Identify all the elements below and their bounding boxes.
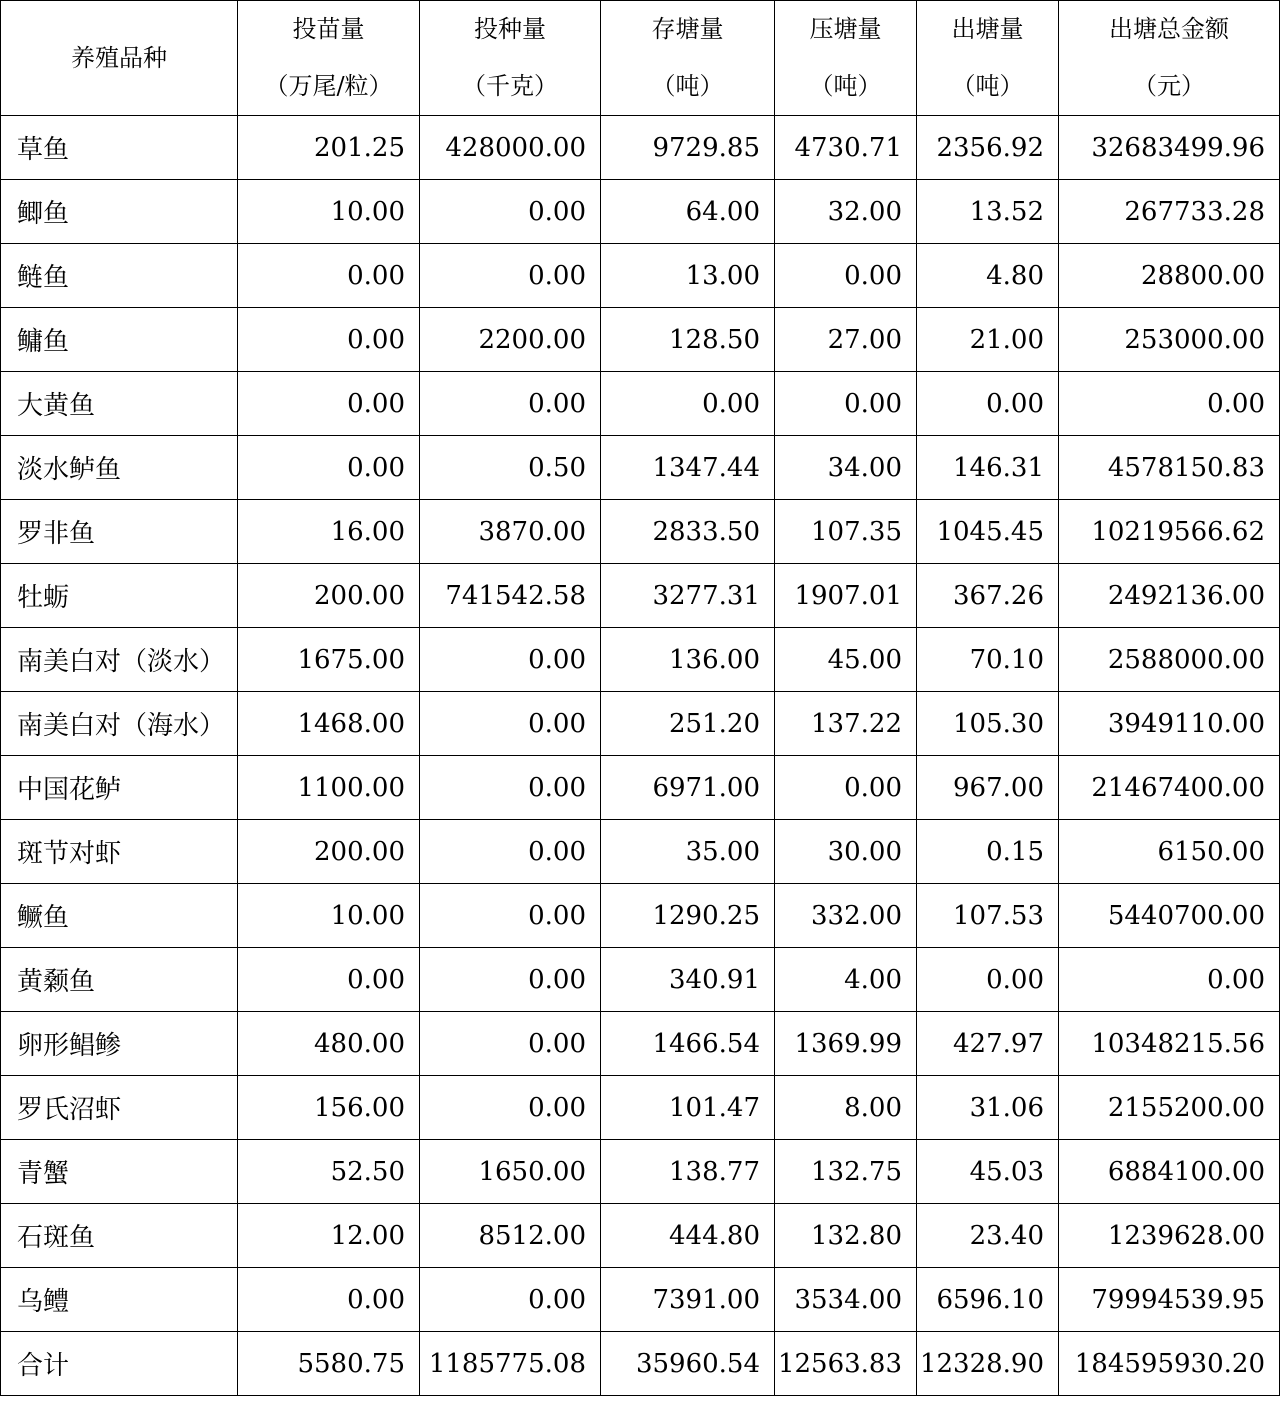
cell-stock: 3277.31 [601, 564, 775, 628]
cell-harvest: 367.26 [917, 564, 1059, 628]
cell-fry-count: 0.00 [238, 308, 420, 372]
cell-species: 斑节对虾 [1, 820, 238, 884]
cell-held-stock: 332.00 [775, 884, 917, 948]
cell-seed-weight: 0.00 [420, 244, 601, 308]
cell-harvest-amount: 10219566.62 [1059, 500, 1280, 564]
cell-harvest-amount: 3949110.00 [1059, 692, 1280, 756]
cell-species: 罗非鱼 [1, 500, 238, 564]
cell-held-stock: 12563.83 [775, 1332, 917, 1396]
table-row [1, 1204, 1280, 1268]
cell-stock: 2833.50 [601, 500, 775, 564]
cell-fry-count: 200.00 [238, 564, 420, 628]
cell-seed-weight: 0.00 [420, 948, 601, 1012]
cell-harvest-amount: 10348215.56 [1059, 1012, 1280, 1076]
cell-harvest: 70.10 [917, 628, 1059, 692]
cell-fry-count: 12.00 [238, 1204, 420, 1268]
table-row [1, 308, 1280, 372]
cell-fry-count: 0.00 [238, 436, 420, 500]
table-row [1, 1012, 1280, 1076]
cell-stock: 340.91 [601, 948, 775, 1012]
header-species: 养殖品种 [1, 1, 238, 116]
cell-harvest-amount: 2155200.00 [1059, 1076, 1280, 1140]
cell-harvest-amount: 32683499.96 [1059, 116, 1280, 180]
cell-held-stock: 0.00 [775, 372, 917, 436]
cell-held-stock: 1907.01 [775, 564, 917, 628]
cell-held-stock: 27.00 [775, 308, 917, 372]
cell-species: 青蟹 [1, 1140, 238, 1204]
cell-fry-count: 52.50 [238, 1140, 420, 1204]
header-harvest-amount: 出塘总金额 （元） [1059, 1, 1280, 116]
cell-stock: 13.00 [601, 244, 775, 308]
header-row [1, 1, 1280, 116]
table-row [1, 116, 1280, 180]
cell-harvest: 4.80 [917, 244, 1059, 308]
cell-stock: 64.00 [601, 180, 775, 244]
cell-held-stock: 132.75 [775, 1140, 917, 1204]
cell-harvest: 0.00 [917, 372, 1059, 436]
cell-harvest-amount: 0.00 [1059, 948, 1280, 1012]
cell-stock: 0.00 [601, 372, 775, 436]
cell-harvest: 105.30 [917, 692, 1059, 756]
cell-harvest-amount: 267733.28 [1059, 180, 1280, 244]
cell-harvest: 13.52 [917, 180, 1059, 244]
cell-harvest: 45.03 [917, 1140, 1059, 1204]
cell-held-stock: 1369.99 [775, 1012, 917, 1076]
cell-fry-count: 5580.75 [238, 1332, 420, 1396]
cell-fry-count: 201.25 [238, 116, 420, 180]
table-row [1, 1076, 1280, 1140]
cell-fry-count: 0.00 [238, 1268, 420, 1332]
table-row [1, 436, 1280, 500]
cell-harvest-amount: 2588000.00 [1059, 628, 1280, 692]
cell-seed-weight: 741542.58 [420, 564, 601, 628]
cell-stock: 35.00 [601, 820, 775, 884]
cell-held-stock: 32.00 [775, 180, 917, 244]
cell-fry-count: 200.00 [238, 820, 420, 884]
cell-stock: 35960.54 [601, 1332, 775, 1396]
table-row [1, 820, 1280, 884]
cell-seed-weight: 0.00 [420, 820, 601, 884]
cell-seed-weight: 3870.00 [420, 500, 601, 564]
cell-seed-weight: 0.00 [420, 884, 601, 948]
cell-seed-weight: 0.00 [420, 180, 601, 244]
cell-fry-count: 480.00 [238, 1012, 420, 1076]
table-row [1, 244, 1280, 308]
cell-fry-count: 10.00 [238, 884, 420, 948]
cell-fry-count: 0.00 [238, 372, 420, 436]
cell-harvest: 427.97 [917, 1012, 1059, 1076]
cell-harvest-amount: 2492136.00 [1059, 564, 1280, 628]
cell-seed-weight: 0.00 [420, 372, 601, 436]
cell-species: 罗氏沼虾 [1, 1076, 238, 1140]
cell-fry-count: 0.00 [238, 948, 420, 1012]
cell-held-stock: 0.00 [775, 756, 917, 820]
cell-species: 鳜鱼 [1, 884, 238, 948]
cell-seed-weight: 428000.00 [420, 116, 601, 180]
cell-harvest: 21.00 [917, 308, 1059, 372]
cell-harvest-amount: 6150.00 [1059, 820, 1280, 884]
header-held-stock: 压塘量 （吨） [775, 1, 917, 116]
cell-seed-weight: 2200.00 [420, 308, 601, 372]
table-body [1, 116, 1280, 1396]
table-row [1, 564, 1280, 628]
cell-harvest: 6596.10 [917, 1268, 1059, 1332]
table-row [1, 372, 1280, 436]
table-row [1, 756, 1280, 820]
cell-seed-weight: 1650.00 [420, 1140, 601, 1204]
cell-harvest: 23.40 [917, 1204, 1059, 1268]
cell-fry-count: 1468.00 [238, 692, 420, 756]
cell-harvest: 2356.92 [917, 116, 1059, 180]
cell-harvest: 31.06 [917, 1076, 1059, 1140]
cell-species: 黄颡鱼 [1, 948, 238, 1012]
cell-harvest-amount: 0.00 [1059, 372, 1280, 436]
cell-seed-weight: 0.00 [420, 692, 601, 756]
cell-stock: 1290.25 [601, 884, 775, 948]
cell-seed-weight: 8512.00 [420, 1204, 601, 1268]
cell-seed-weight: 0.00 [420, 1012, 601, 1076]
table-row [1, 500, 1280, 564]
cell-stock: 128.50 [601, 308, 775, 372]
header-harvest: 出塘量 （吨） [917, 1, 1059, 116]
cell-harvest-amount: 28800.00 [1059, 244, 1280, 308]
cell-species: 牡蛎 [1, 564, 238, 628]
cell-stock: 101.47 [601, 1076, 775, 1140]
cell-species: 草鱼 [1, 116, 238, 180]
cell-species: 南美白对（海水） [1, 692, 238, 756]
cell-harvest: 0.15 [917, 820, 1059, 884]
cell-seed-weight: 0.00 [420, 628, 601, 692]
cell-species: 鳙鱼 [1, 308, 238, 372]
table-row [1, 180, 1280, 244]
cell-stock: 1347.44 [601, 436, 775, 500]
cell-held-stock: 0.00 [775, 244, 917, 308]
cell-seed-weight: 0.50 [420, 436, 601, 500]
cell-stock: 444.80 [601, 1204, 775, 1268]
cell-seed-weight: 1185775.08 [420, 1332, 601, 1396]
cell-stock: 6971.00 [601, 756, 775, 820]
cell-stock: 136.00 [601, 628, 775, 692]
header-fry-count: 投苗量 （万尾/粒） [238, 1, 420, 116]
cell-held-stock: 3534.00 [775, 1268, 917, 1332]
cell-held-stock: 4730.71 [775, 116, 917, 180]
cell-fry-count: 1100.00 [238, 756, 420, 820]
cell-harvest-amount: 79994539.95 [1059, 1268, 1280, 1332]
cell-held-stock: 137.22 [775, 692, 917, 756]
cell-harvest: 0.00 [917, 948, 1059, 1012]
cell-seed-weight: 0.00 [420, 756, 601, 820]
header-seed-weight: 投种量 （千克） [420, 1, 601, 116]
cell-fry-count: 156.00 [238, 1076, 420, 1140]
total-row [1, 1332, 1280, 1396]
cell-species: 乌鳢 [1, 1268, 238, 1332]
cell-harvest-amount: 5440700.00 [1059, 884, 1280, 948]
table-row [1, 948, 1280, 1012]
table-row [1, 884, 1280, 948]
cell-stock: 251.20 [601, 692, 775, 756]
cell-harvest: 967.00 [917, 756, 1059, 820]
cell-species: 中国花鲈 [1, 756, 238, 820]
table-row [1, 1140, 1280, 1204]
cell-stock: 138.77 [601, 1140, 775, 1204]
cell-seed-weight: 0.00 [420, 1076, 601, 1140]
cell-fry-count: 0.00 [238, 244, 420, 308]
cell-stock: 9729.85 [601, 116, 775, 180]
cell-harvest-amount: 4578150.83 [1059, 436, 1280, 500]
cell-harvest: 146.31 [917, 436, 1059, 500]
cell-harvest-amount: 184595930.20 [1059, 1332, 1280, 1396]
cell-species: 鲢鱼 [1, 244, 238, 308]
cell-species: 鲫鱼 [1, 180, 238, 244]
cell-harvest-amount: 1239628.00 [1059, 1204, 1280, 1268]
cell-species: 淡水鲈鱼 [1, 436, 238, 500]
table-row [1, 628, 1280, 692]
cell-fry-count: 1675.00 [238, 628, 420, 692]
cell-held-stock: 132.80 [775, 1204, 917, 1268]
cell-harvest-amount: 6884100.00 [1059, 1140, 1280, 1204]
cell-stock: 1466.54 [601, 1012, 775, 1076]
cell-held-stock: 107.35 [775, 500, 917, 564]
cell-fry-count: 10.00 [238, 180, 420, 244]
cell-species: 石斑鱼 [1, 1204, 238, 1268]
cell-fry-count: 16.00 [238, 500, 420, 564]
cell-held-stock: 30.00 [775, 820, 917, 884]
cell-species: 南美白对（淡水） [1, 628, 238, 692]
cell-seed-weight: 0.00 [420, 1268, 601, 1332]
table-row [1, 692, 1280, 756]
cell-held-stock: 34.00 [775, 436, 917, 500]
cell-stock: 7391.00 [601, 1268, 775, 1332]
cell-held-stock: 4.00 [775, 948, 917, 1012]
cell-species: 卵形鲳鲹 [1, 1012, 238, 1076]
cell-held-stock: 45.00 [775, 628, 917, 692]
cell-species: 合计 [1, 1332, 238, 1396]
cell-species: 大黄鱼 [1, 372, 238, 436]
cell-harvest-amount: 21467400.00 [1059, 756, 1280, 820]
cell-harvest: 12328.90 [917, 1332, 1059, 1396]
cell-harvest-amount: 253000.00 [1059, 308, 1280, 372]
cell-harvest: 1045.45 [917, 500, 1059, 564]
cell-held-stock: 8.00 [775, 1076, 917, 1140]
cell-harvest: 107.53 [917, 884, 1059, 948]
header-stock: 存塘量 （吨） [601, 1, 775, 116]
table-row [1, 1268, 1280, 1332]
